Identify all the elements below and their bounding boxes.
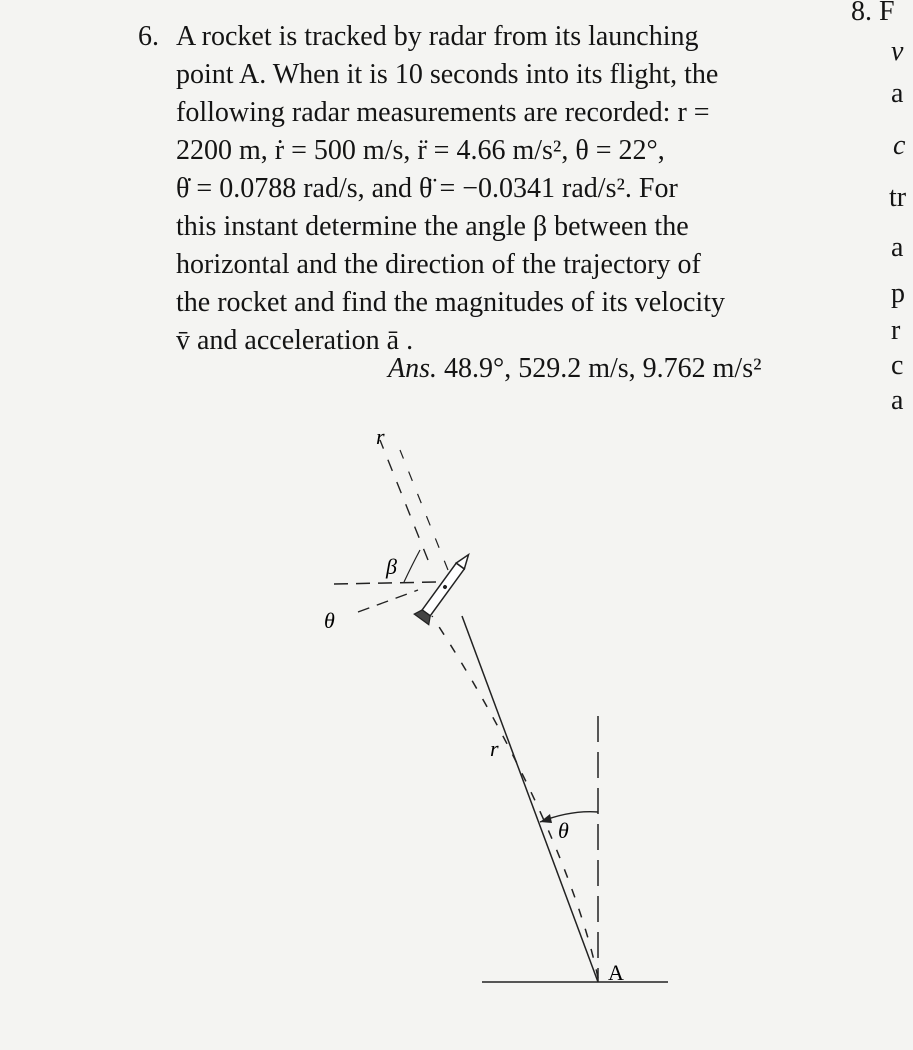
fragment-text: a: [891, 232, 904, 263]
adjacent-heading: 8. F: [851, 0, 895, 27]
label-r-mid: r: [490, 736, 499, 761]
fragment-text: r: [891, 315, 901, 346]
statement-line: θ̇ = 0.0788 rad/s, and θ̈ = −0.0341 rad/s². For: [176, 173, 678, 204]
label-theta-bottom: θ: [558, 818, 569, 843]
fragment-text: a: [891, 385, 904, 416]
trajectory-curve: [432, 616, 598, 978]
problem-number: 6.: [138, 21, 159, 52]
adjacent-problem-fragment: [853, 0, 913, 420]
fragment-text: c: [891, 350, 904, 381]
fragment-text: p: [891, 278, 905, 309]
label-point-a: A: [608, 960, 624, 985]
statement-line: point A. When it is 10 seconds into its flight, the: [176, 59, 719, 90]
horizontal-reference: [334, 582, 438, 584]
theta-reference-line: [358, 590, 418, 612]
radial-extension: [400, 450, 448, 570]
statement-line: A rocket is tracked by radar from its launching: [176, 21, 699, 52]
fragment-text: a: [891, 78, 904, 109]
label-theta-left: θ: [324, 608, 335, 633]
fragment-text: v: [891, 36, 904, 67]
statement-line: this instant determine the angle β between the: [176, 211, 689, 242]
label-r-top: r: [376, 424, 385, 449]
beta-arc: [404, 550, 420, 582]
fragment-text: c: [893, 130, 906, 161]
statement-line: horizontal and the direction of the trajectory of: [176, 249, 701, 280]
statement-line: the rocket and find the magnitudes of its velocity: [176, 287, 725, 318]
problem-6: [138, 18, 828, 384]
statement-line: 2200 m, ṙ = 500 m/s, r̈ = 4.66 m/s², θ = 22°,: [176, 135, 665, 166]
rocket-radar-diagram: [300, 420, 720, 1020]
statement-line: v̄ and acceleration ā .: [176, 325, 414, 356]
fragment-text: tr: [889, 182, 907, 213]
rocket-icon: [414, 549, 476, 624]
problem-statement: [176, 18, 818, 360]
answer-line: [388, 350, 762, 388]
radial-line-r: [462, 616, 598, 982]
statement-line: following radar measurements are recorded: r =: [176, 97, 710, 128]
label-beta: β: [386, 554, 397, 579]
answer-values: 48.9°, 529.2 m/s, 9.762 m/s²: [444, 353, 762, 384]
trajectory-tangent: [380, 440, 428, 560]
answer-label: Ans.: [388, 353, 437, 384]
